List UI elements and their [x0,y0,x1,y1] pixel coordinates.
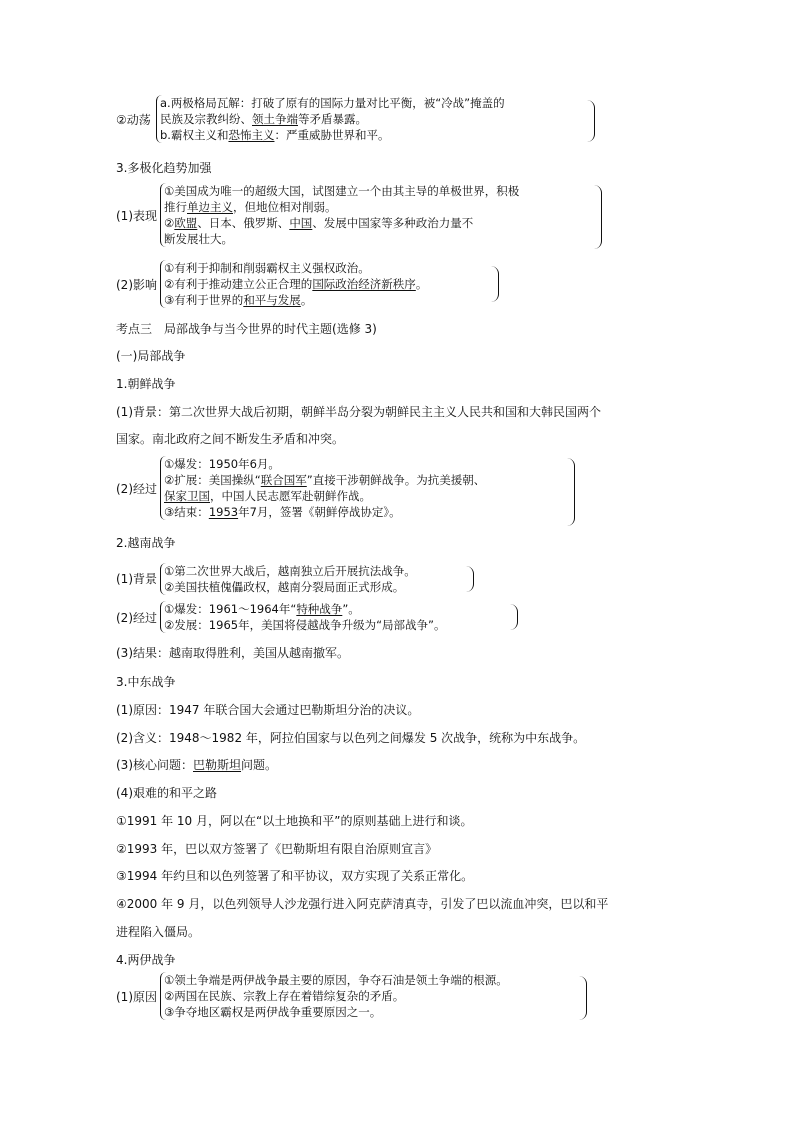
vietnam-background-items [160,563,416,595]
mideast-peace-4-line2: 进程陷入僵局。 [116,925,201,939]
iraniraq-reason-items [160,972,508,1020]
yingxiang-line2: ②有利于推动建立公正合理的国际政治经济新秩序。 [164,277,428,291]
sub-heading-local-wars: (一)局部战争 [116,349,186,363]
biaoxian-right-brace [593,185,602,249]
dongdang-b-line: b.霸权主义和恐怖主义：严重威胁世界和平。 [160,128,390,142]
dongdang-a-line1: a.两极格局瓦解：打破了原有的国际力量对比平衡，被“冷战”掩盖的 [160,96,505,110]
vietnam-background-2: ②美国扶植傀儡政权，越南分裂局面正式形成。 [164,580,405,594]
vietnam-process-items [160,601,446,633]
vietnam-title: 2.越南战争 [116,536,176,550]
iraniraq-reason-2: ②两国在民族、宗教上存在着错综复杂的矛盾。 [164,989,405,1003]
biaoxian-line1: ①美国成为唯一的超级大国，试图建立一个由其主导的单极世界，积极 [164,184,520,198]
korea-expansion-line2: 保家卫国，中国人民志愿军赴朝鲜作战。 [164,489,371,503]
iraniraq-reason-3: ③争夺地区霸权是两伊战争重要原因之一。 [164,1005,382,1019]
iraniraq-reason-1: ①领土争端是两伊战争最主要的原因，争夺石油是领土争端的根源。 [164,973,508,987]
yingxiang-items [160,260,427,308]
korea-background-line1: (1)背景：第二次世界大战后初期，朝鲜半岛分裂为朝鲜民主主义人民共和国和大韩民国两个 [116,405,602,419]
kaodian-tag: 考点三 [116,322,153,336]
mideast-peace-road: (4)艰难的和平之路 [116,786,217,800]
mideast-meaning: (2)含义：1948～1982 年，阿拉伯国家与以色列之间爆发 5 次战争，统称为中东战争。 [116,731,586,745]
korea-expansion-line1: ②扩展：美国操纵“联合国军”直接干涉朝鲜战争。为抗美援朝、 [164,473,486,487]
yingxiang-right-brace [490,266,499,302]
biaoxian-line4: 断发展壮大。 [164,232,233,246]
vietnam-background-1: ①第二次世界大战后，越南独立后开展抗法战争。 [164,564,416,578]
yingxiang-line3: ③有利于世界的和平与发展。 [164,293,313,307]
mideast-peace-4-line1: ④2000 年 9 月，以色列领导人沙龙强行进入阿克萨清真寺，引发了巴以流血冲突，巴以和平 [116,897,609,911]
dongdang-right-brace [586,100,595,142]
mideast-reason: (1)原因：1947 年联合国大会通过巴勒斯坦分治的决议。 [116,703,420,717]
korea-process-label: (2)经过 [116,482,157,496]
korea-right-brace [566,458,575,526]
vietnam-process-right-brace [510,604,518,630]
mideast-peace-1: ①1991 年 10 月，阿以在“以土地换和平”的原则基础上进行和谈。 [116,814,473,828]
vietnam-background-right-brace [466,566,474,592]
vietnam-process-label: (2)经过 [116,611,157,625]
biaoxian-line3: ②欧盟、日本、俄罗斯、中国、发展中国家等多种政治力量不 [164,216,474,230]
iraniraq-title: 4.两伊战争 [116,953,176,967]
iraniraq-right-brace [578,976,587,1020]
biaoxian-line2: 推行单边主义，但地位相对削弱。 [164,200,337,214]
kaodian-title: 局部战争与当今世界的时代主题(选修 3) [164,322,377,336]
korea-process-items [160,456,485,520]
yingxiang-line1: ①有利于抑制和削弱霸权主义强权政治。 [164,261,370,275]
vietnam-outbreak: ①爆发：1961～1964年“特种战争”。 [164,602,360,616]
korea-background-line2: 国家。南北政府之间不断发生矛盾和冲突。 [116,432,345,446]
mideast-title: 3.中东战争 [116,675,176,689]
korea-title: 1.朝鲜战争 [116,377,176,391]
vietnam-result: (3)结果：越南取得胜利，美国从越南撤军。 [116,646,349,660]
iraniraq-reason-label: (1)原因 [116,990,157,1004]
vietnam-development: ②发展：1965年，美国将侵越战争升级为“局部战争”。 [164,618,446,632]
biaoxian-items [160,183,519,247]
dongdang-a-line2: 民族及宗教纠纷、领土争端等矛盾暴露。 [160,112,367,126]
mideast-peace-3: ③1994 年约旦和以色列签署了和平协议，双方实现了关系正常化。 [116,869,474,883]
yingxiang-label: (2)影响 [116,278,157,292]
dongdang-items [156,95,505,143]
korea-end: ③结束：1953年7月，签署《朝鲜停战协定》。 [164,505,401,519]
mideast-peace-2: ②1993 年，巴以双方签署了《巴勒斯坦有限自治原则宣言》 [116,842,438,856]
dongdang-label: ②动荡 [116,113,151,127]
vietnam-background-label: (1)背景 [116,572,157,586]
mideast-core-issue: (3)核心问题：巴勒斯坦问题。 [116,758,278,772]
heading-multipolar: 3.多极化趋势加强 [116,161,212,175]
korea-outbreak: ①爆发：1950年6月。 [164,457,280,471]
biaoxian-label: (1)表现 [116,209,157,223]
kaodian-heading [116,322,377,336]
